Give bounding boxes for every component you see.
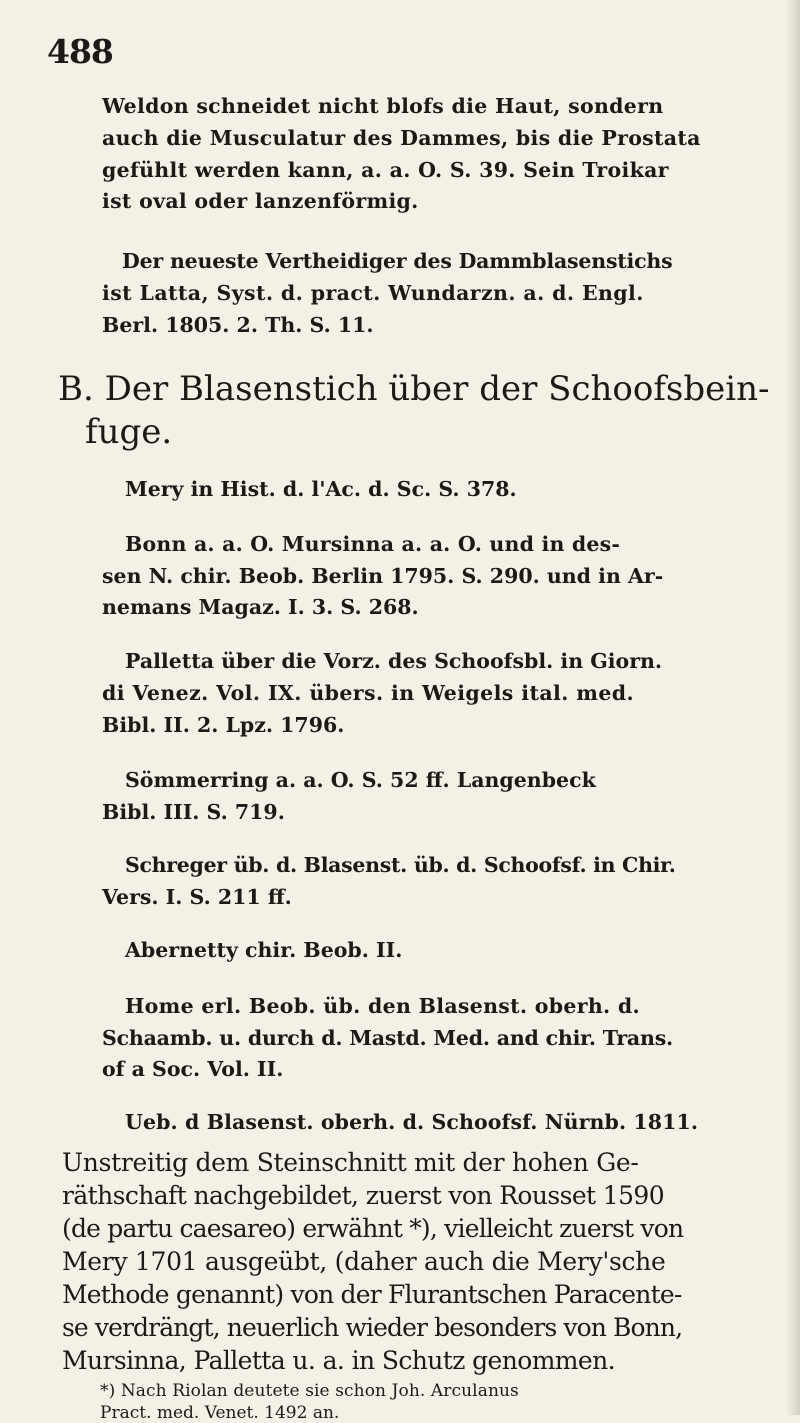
reference-line: Bibl. III. S. 719. (102, 800, 285, 824)
text-line: Weldon schneidet nicht blofs die Haut, sondern (102, 94, 664, 118)
reference-line: of a Soc. Vol. II. (102, 1057, 284, 1081)
reference-line: Palletta über die Vorz. des Schoofsbl. in Giorn. (125, 649, 663, 673)
body-line: Unstreitig dem Steinschnitt mit der hohen Ge- (62, 1148, 639, 1177)
page-edge-shadow (786, 0, 800, 1415)
section-heading: B. Der Blasenstich über der Schoofsbein- (58, 369, 770, 409)
reference-line: Bibl. II. 2. Lpz. 1796. (102, 713, 345, 737)
body-line: (de partu caesareo) erwähnt *), vielleicht zuerst von (62, 1214, 684, 1243)
text-line: Berl. 1805. 2. Th. S. 11. (102, 313, 374, 337)
footnote-line: *) Nach Riolan deutete sie schon Joh. Arculanus (100, 1381, 519, 1401)
text-line: ist oval oder lanzenförmig. (102, 189, 419, 213)
body-line: räthschaft nachgebildet, zuerst von Rousset 1590 (62, 1181, 665, 1210)
body-line: Methode genannt) von der Flurantschen Paracente- (62, 1280, 682, 1309)
footnote-line: Pract. med. Venet. 1492 an. (100, 1403, 340, 1423)
reference-line: Schreger üb. d. Blasenst. üb. d. Schoofsf. in Chir. (125, 853, 676, 877)
reference-line: Sömmerring a. a. O. S. 52 ff. Langenbeck (125, 768, 596, 792)
reference-line: Home erl. Beob. üb. den Blasenst. oberh. d. (125, 994, 640, 1018)
text-line: Der neueste Vertheidiger des Dammblasenstichs (122, 249, 673, 273)
section-heading: fuge. (85, 412, 173, 452)
reference-line: Bonn a. a. O. Mursinna a. a. O. und in des- (125, 532, 621, 556)
reference-line: Schaamb. u. durch d. Mastd. Med. and chir. Trans. (102, 1026, 673, 1050)
reference-line: Ueb. d Blasenst. oberh. d. Schoofsf. Nürnb. 1811. (125, 1110, 699, 1134)
reference-line: sen N. chir. Beob. Berlin 1795. S. 290. und in Ar- (102, 564, 664, 588)
page-number: 488 (47, 32, 113, 71)
body-line: Mery 1701 ausgeübt, (daher auch die Mery'sche (62, 1247, 666, 1276)
text-line: auch die Musculatur des Dammes, bis die Prostata (102, 126, 701, 150)
reference-line: Mery in Hist. d. l'Ac. d. Sc. S. 378. (125, 477, 517, 501)
reference-line: Vers. I. S. 211 ff. (102, 885, 292, 909)
reference-line: nemans Magaz. I. 3. S. 268. (102, 595, 419, 619)
reference-line: Abernetty chir. Beob. II. (125, 938, 403, 962)
body-line: Mursinna, Palletta u. a. in Schutz genommen. (62, 1346, 615, 1375)
text-line: gefühlt werden kann, a. a. O. S. 39. Sein Troikar (102, 158, 669, 182)
text-line: ist Latta, Syst. d. pract. Wundarzn. a. d. Engl. (102, 281, 644, 305)
body-line: se verdrängt, neuerlich wieder besonders von Bonn, (62, 1313, 683, 1342)
reference-line: di Venez. Vol. IX. übers. in Weigels ital. med. (102, 681, 635, 705)
